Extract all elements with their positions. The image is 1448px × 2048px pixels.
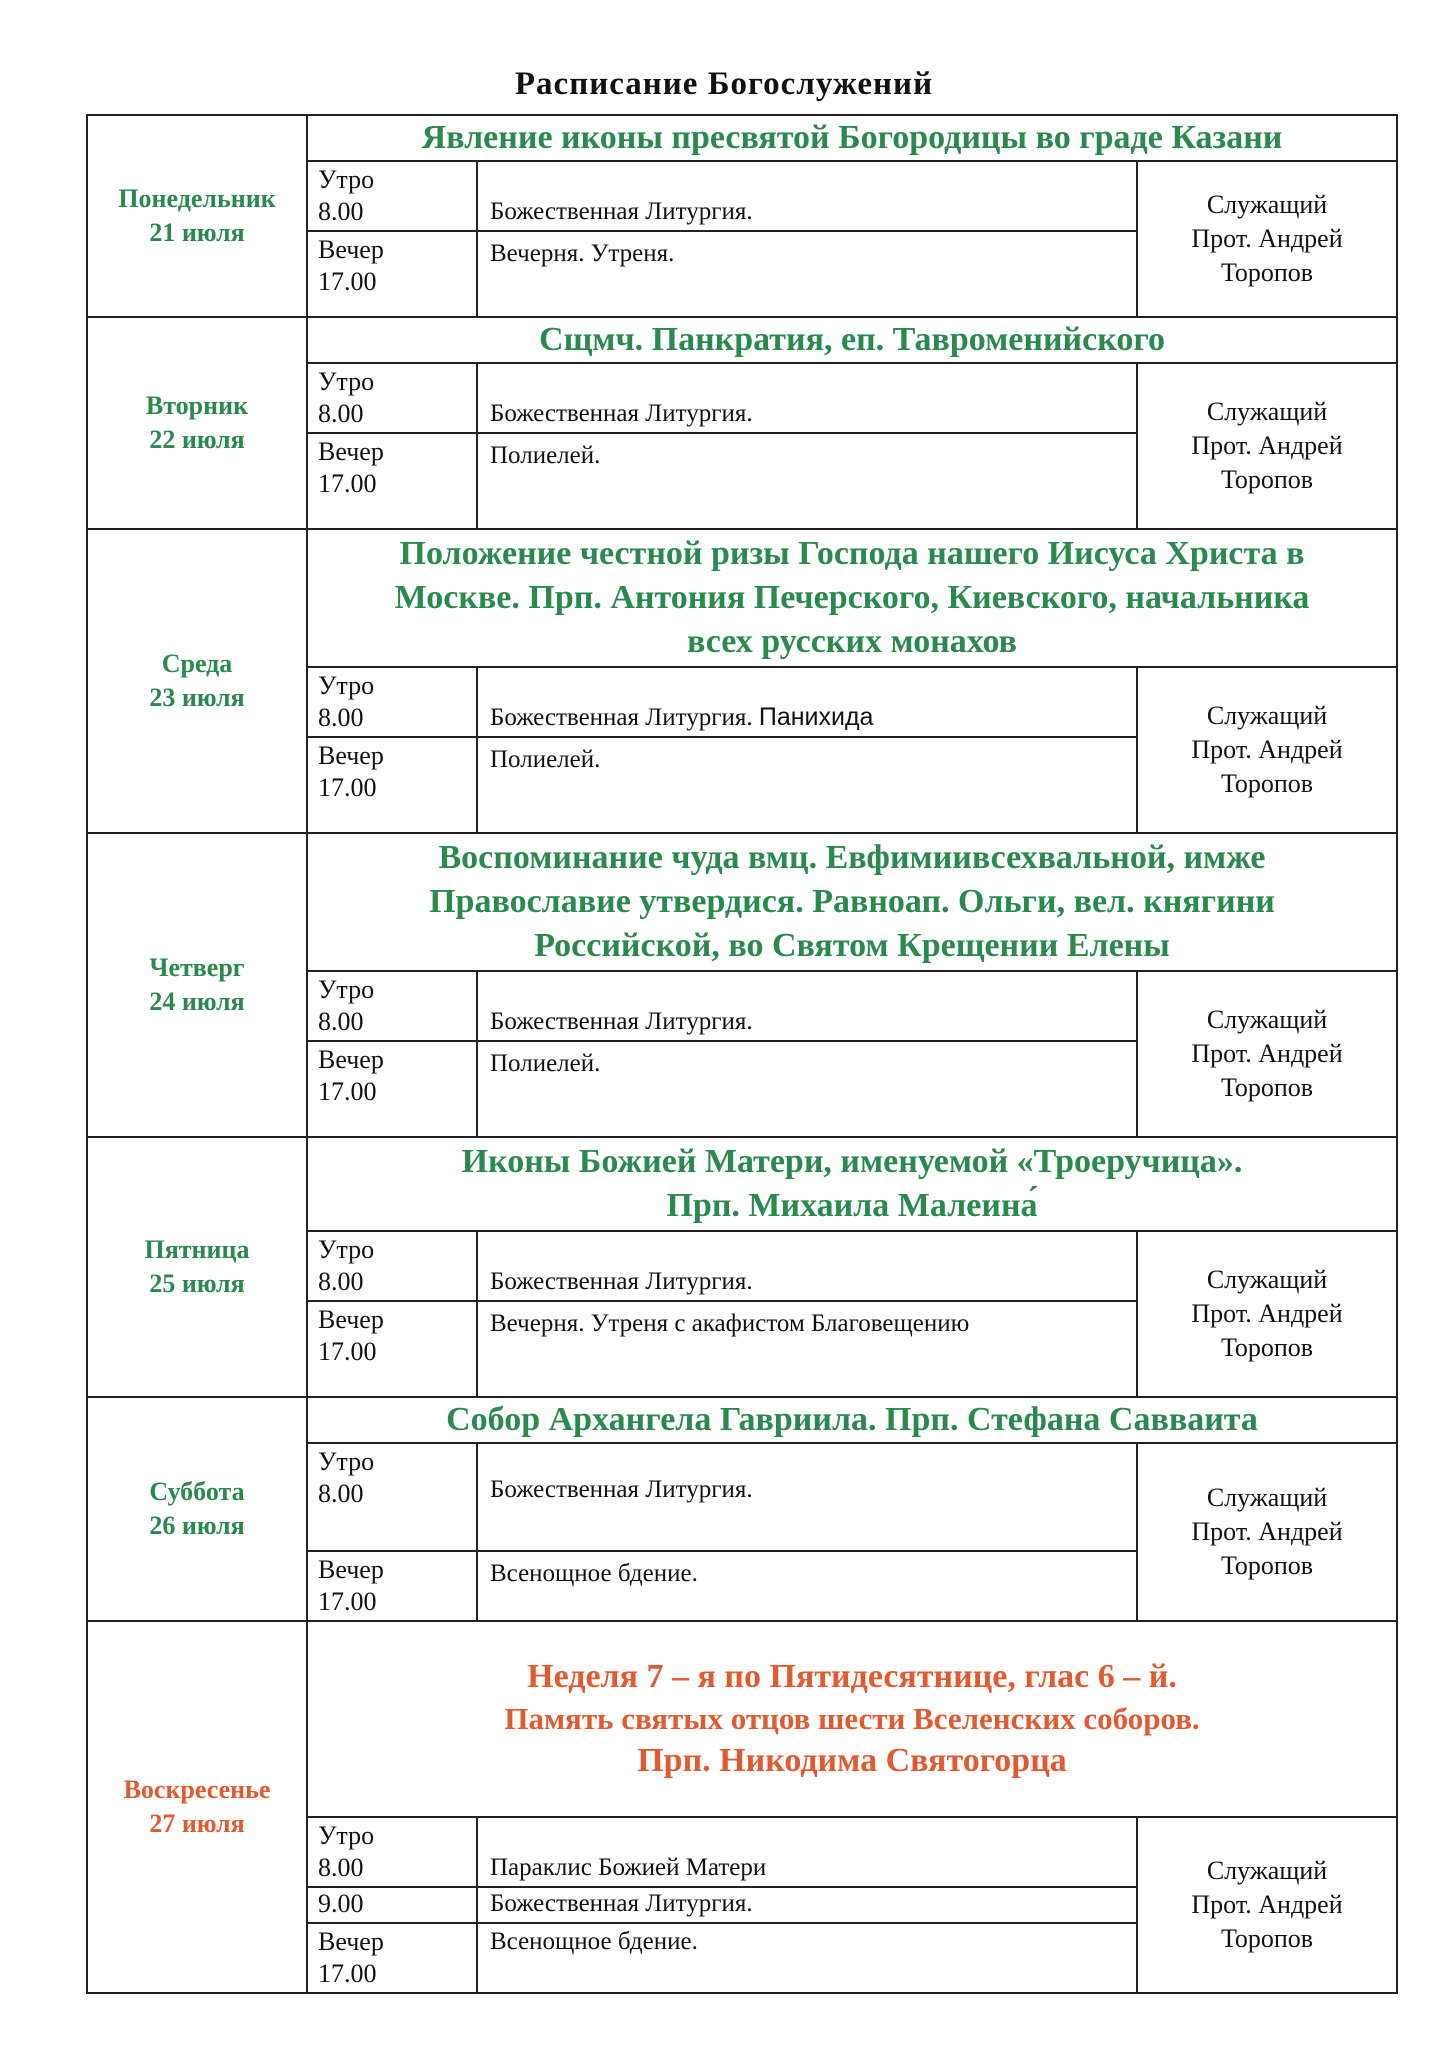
feast-title: Положение честной ризы Господа нашего Иисуса Христа в Москве. Прп. Антония Печерского, Киевского, начальника всех русских монахов (307, 529, 1397, 667)
service-text: Полиелей. (477, 1041, 1137, 1137)
evening-time: Вечер 17.00 (307, 231, 477, 317)
evening-time: Вечер 17.00 (307, 1301, 477, 1397)
service-text: Полиелей. (477, 433, 1137, 529)
morning-time: Утро 8.00 (307, 363, 477, 433)
day-cell (87, 1621, 307, 1993)
evening-time: Вечер 17.00 (307, 1551, 477, 1621)
feast-title: Явление иконы пресвятой Богородицы во граде Казани (307, 115, 1397, 161)
service-text: Всенощное бдение. (477, 1551, 1137, 1621)
evening-time: Вечер 17.00 (307, 433, 477, 529)
page-title: Расписание Богослужений (514, 66, 934, 102)
day-cell (87, 115, 307, 317)
morning-time: Утро 8.00 (307, 971, 477, 1041)
morning-time: Утро 8.00 (307, 1817, 477, 1887)
priest-cell: Служащий Прот. Андрей Торопов (1137, 363, 1397, 529)
day-date: 21 июля (149, 218, 245, 247)
service-extra: Панихида (758, 703, 874, 731)
day-name: Среда (161, 649, 233, 678)
service-text: Божественная Литургия. Панихида (477, 667, 1137, 737)
priest-cell: Служащий Прот. Андрей Торопов (1137, 667, 1397, 833)
day-date: 27 июля (149, 1809, 245, 1838)
day-name: Понедельник (118, 184, 276, 213)
day-cell (87, 1137, 307, 1397)
service-text: Божественная Литургия. (477, 1231, 1137, 1301)
service-text: Божественная Литургия. (477, 971, 1137, 1041)
day-name: Воскресенье (123, 1775, 271, 1804)
priest-cell: Служащий Прот. Андрей Торопов (1137, 161, 1397, 317)
day-cell (87, 529, 307, 833)
morning-time: Утро 8.00 (307, 1443, 477, 1551)
priest-cell: Служащий Прот. Андрей Торопов (1137, 1443, 1397, 1621)
day-cell (87, 317, 307, 529)
service-text: Вечерня. Утреня с акафистом Благовещению (477, 1301, 1137, 1397)
day-date: 25 июля (149, 1269, 245, 1298)
service-text: Божественная Литургия. (477, 1443, 1137, 1551)
service-text: Параклис Божией Матери (477, 1817, 1137, 1887)
feast-title: Иконы Божией Матери, именуемой «Троеручица». Прп. Михаила Малеина́ (307, 1137, 1397, 1231)
feast-title: Сщмч. Панкратия, еп. Тавроменийского (307, 317, 1397, 363)
feast-title: Собор Архангела Гавриила. Прп. Стефана Савваита (307, 1397, 1397, 1443)
service-text: Вечерня. Утреня. (477, 231, 1137, 317)
day-date: 23 июля (149, 683, 245, 712)
feast-title: Воспоминание чуда вмц. Евфимиивсехвальной, имже Православие утвердися. Равноап. Ольги, вел. княгини Российской, во Святом Крещении Елены (307, 833, 1397, 971)
day-name: Четверг (149, 953, 245, 982)
morning-time: Утро 8.00 (307, 1231, 477, 1301)
evening-time: Вечер 17.00 (307, 737, 477, 833)
evening-time: Вечер 17.00 (307, 1041, 477, 1137)
service-text: Божественная Литургия. (477, 161, 1137, 231)
priest-cell: Служащий Прот. Андрей Торопов (1137, 1231, 1397, 1397)
day-cell (87, 1397, 307, 1621)
service-text: Божественная Литургия. (477, 1887, 1137, 1923)
day-name: Пятница (144, 1235, 250, 1264)
morning-time: Утро 8.00 (307, 667, 477, 737)
service-text: Всенощное бдение. (477, 1923, 1137, 1993)
evening-time: Вечер 17.00 (307, 1923, 477, 1993)
feast-title: Неделя 7 – я по Пятидесятнице, глас 6 – й. Память святых отцов шести Вселенских соборов. Прп. Никодима Святогорца (307, 1621, 1397, 1817)
priest-cell: Служащий Прот. Андрей Торопов (1137, 1817, 1397, 1993)
day-name: Суббота (149, 1477, 245, 1506)
service-text: Полиелей. (477, 737, 1137, 833)
day-date: 22 июля (149, 425, 245, 454)
service-text: Божественная Литургия. (477, 363, 1137, 433)
day-date: 24 июля (149, 987, 245, 1016)
day-cell (87, 833, 307, 1137)
day-date: 26 июля (149, 1511, 245, 1540)
morning-time: Утро 8.00 (307, 161, 477, 231)
liturgy-time: 9.00 (307, 1887, 477, 1923)
priest-cell: Служащий Прот. Андрей Торопов (1137, 971, 1397, 1137)
schedule-table (86, 114, 1398, 1994)
day-name: Вторник (145, 391, 249, 420)
